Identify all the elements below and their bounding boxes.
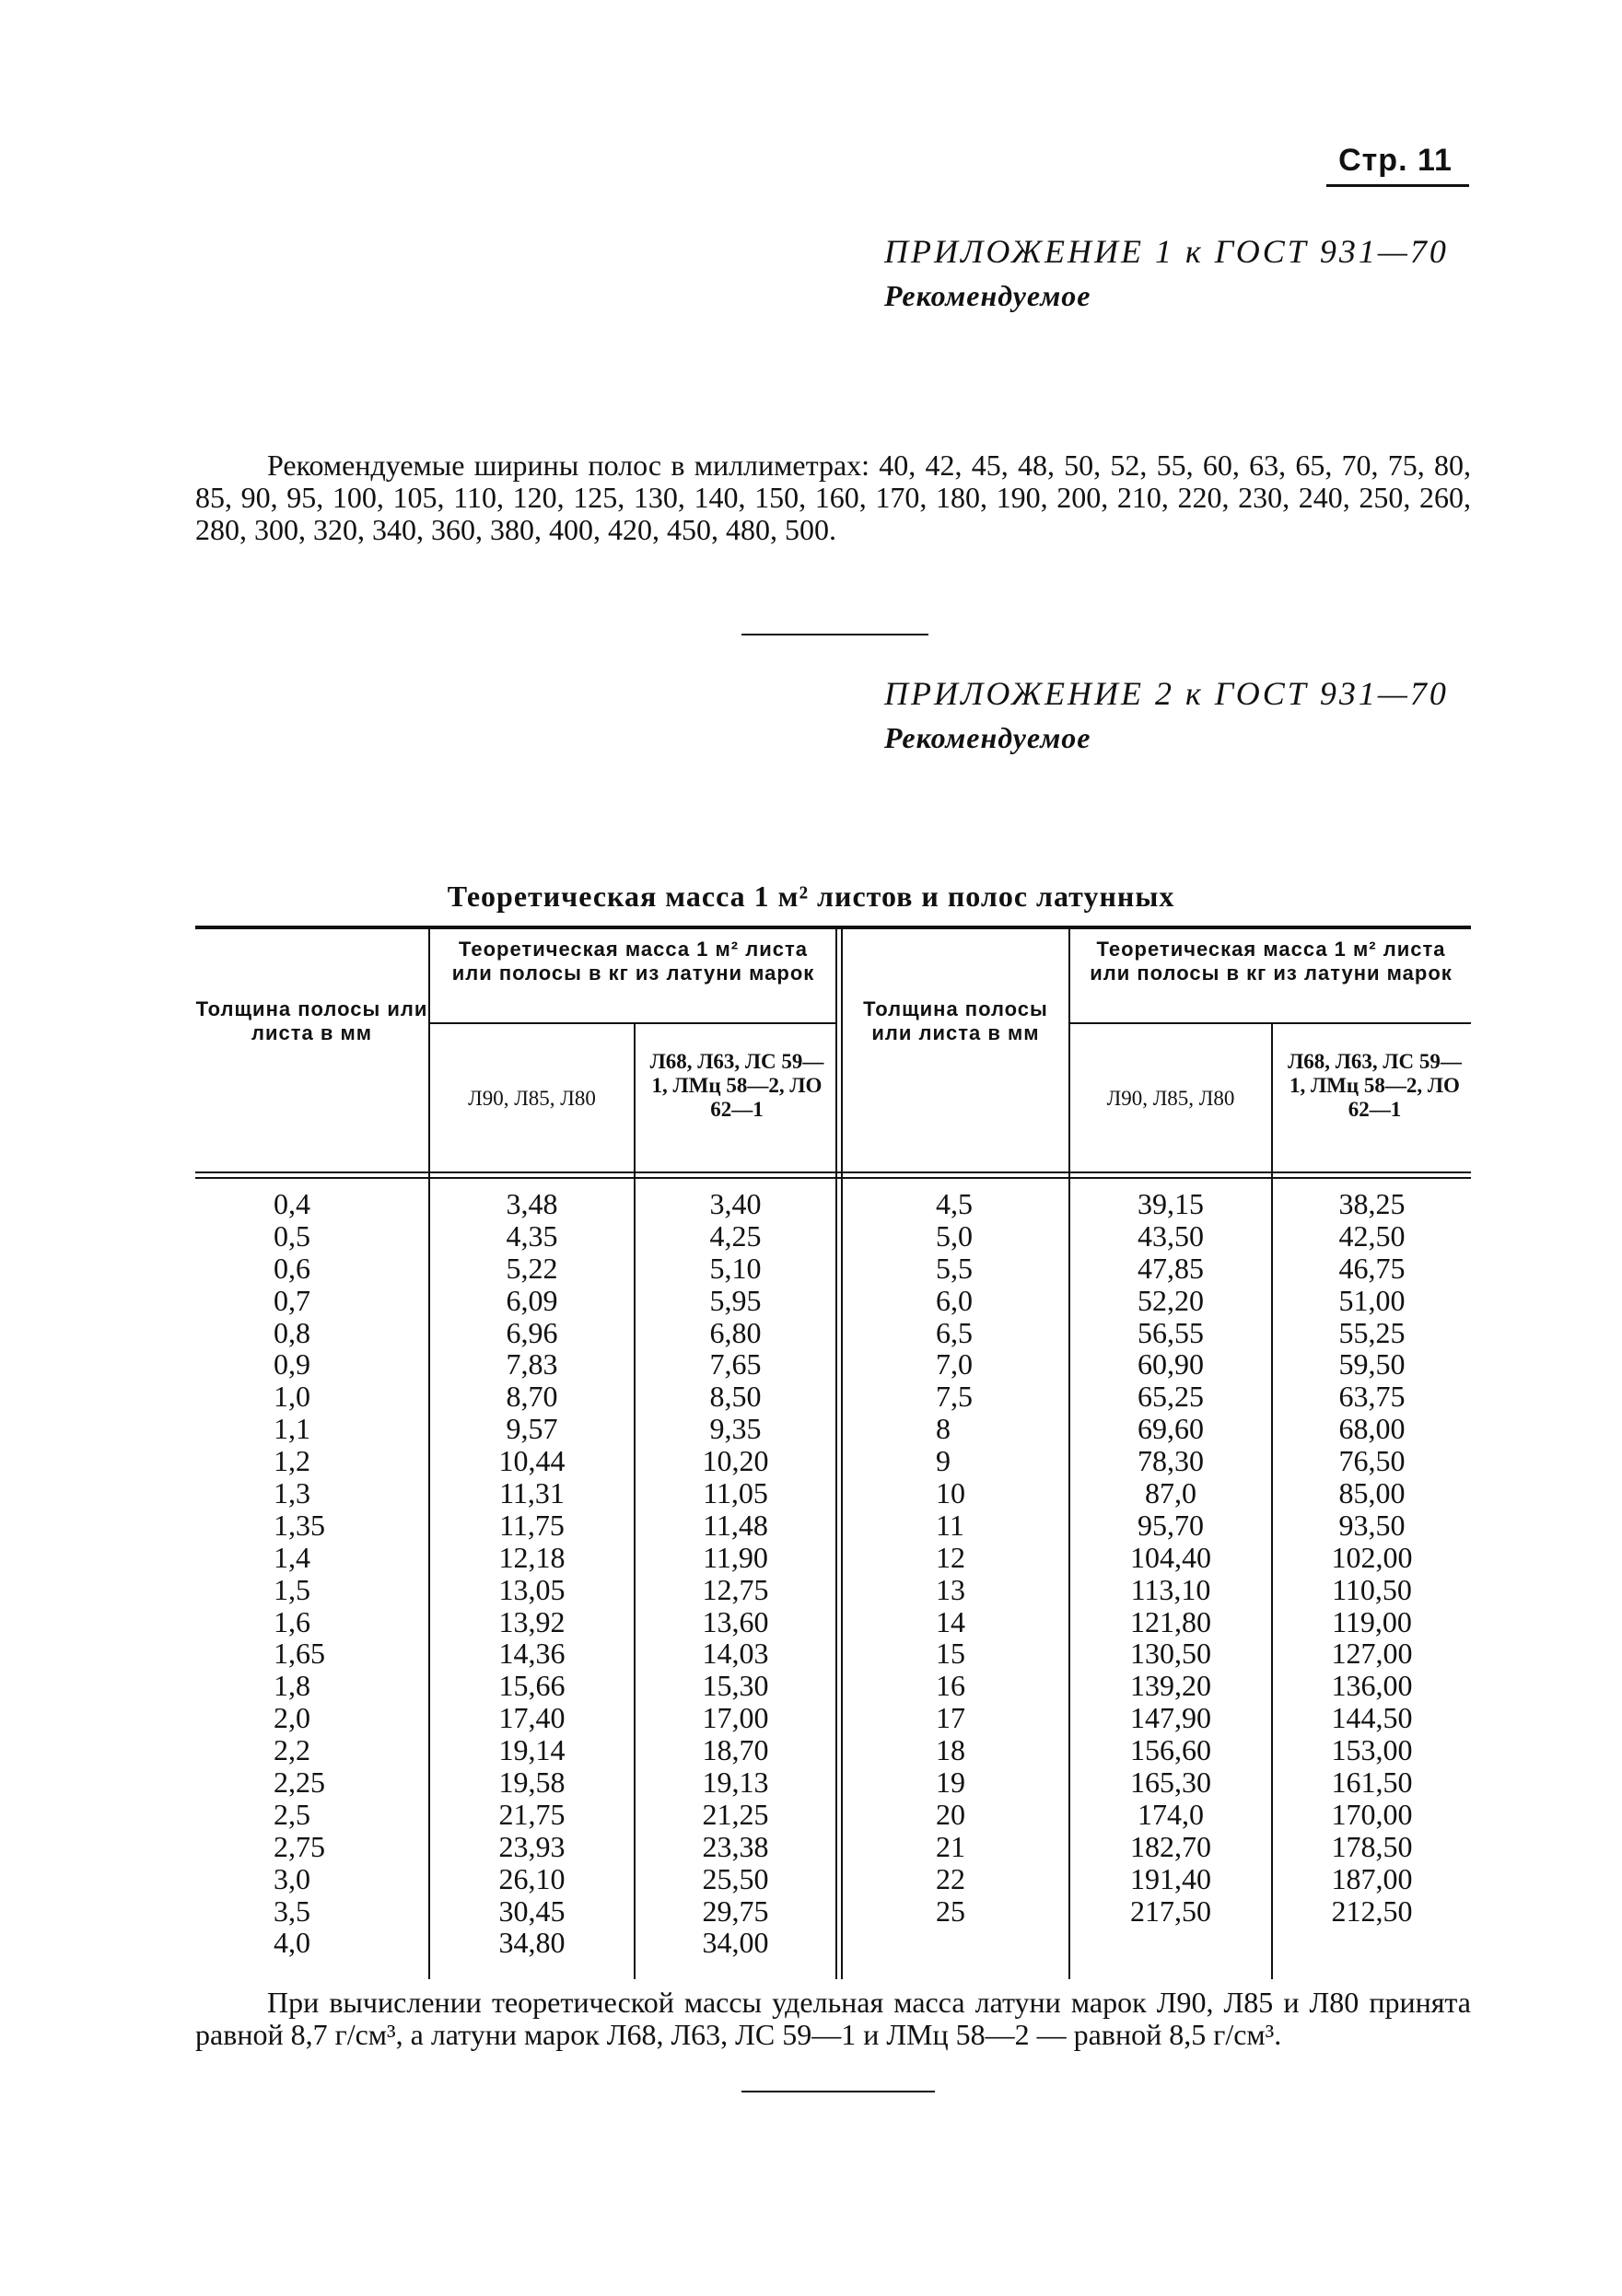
table-cell: 165,30 bbox=[1130, 1766, 1211, 1800]
table-cell: 174,0 bbox=[1138, 1797, 1204, 1831]
table-cell: 212,50 bbox=[1331, 1894, 1413, 1928]
table-cell: 76,50 bbox=[1338, 1444, 1406, 1478]
table-cell: 51,00 bbox=[1338, 1283, 1406, 1317]
right-thickness-column bbox=[936, 1188, 1065, 1927]
appendix-1-title: ПРИЛОЖЕНИЕ 1 к ГОСТ 931—70 bbox=[884, 233, 1449, 270]
table-cell: 0,6 bbox=[274, 1251, 310, 1285]
table-cell: 102,00 bbox=[1331, 1540, 1413, 1574]
table-cell: 0,8 bbox=[274, 1315, 310, 1349]
table-cell: 5,5 bbox=[936, 1251, 973, 1285]
table-cell: 6,96 bbox=[506, 1315, 558, 1349]
table-cell: 6,09 bbox=[506, 1283, 558, 1317]
header-mass-right: Теоретическая масса 1 м² листа или полосы в кг из латуни марок bbox=[1090, 938, 1453, 985]
table-cell: 65,25 bbox=[1138, 1380, 1204, 1414]
table-top-rule bbox=[195, 926, 1471, 929]
table-cell: 8,70 bbox=[506, 1380, 558, 1414]
table-cell: 17 bbox=[936, 1701, 965, 1735]
table-cell: 9,35 bbox=[709, 1412, 762, 1446]
appendix-2-status: Рекомендуемое bbox=[884, 721, 1091, 754]
table-cell: 4,35 bbox=[506, 1218, 558, 1253]
table-cell: 2,2 bbox=[274, 1733, 310, 1767]
table-cell: 20 bbox=[936, 1797, 965, 1831]
table-cell: 1,3 bbox=[274, 1476, 310, 1510]
table-cell: 11 bbox=[936, 1508, 964, 1542]
table-cell: 23,93 bbox=[498, 1829, 566, 1863]
table-cell: 3,48 bbox=[506, 1187, 558, 1220]
section-separator bbox=[741, 634, 928, 635]
table-cell: 130,50 bbox=[1130, 1637, 1211, 1671]
table-cell: 47,85 bbox=[1138, 1251, 1204, 1285]
table-cell: 11,75 bbox=[499, 1508, 565, 1542]
table-cell: 104,40 bbox=[1130, 1540, 1211, 1574]
table-cell: 78,30 bbox=[1138, 1444, 1204, 1478]
table-cell: 30,45 bbox=[498, 1894, 566, 1928]
table-cell: 9,57 bbox=[506, 1412, 558, 1446]
table-cell: 217,50 bbox=[1130, 1894, 1211, 1928]
table-cell: 19,58 bbox=[498, 1766, 566, 1800]
table-cell: 17,00 bbox=[702, 1701, 769, 1735]
table-cell: 191,40 bbox=[1130, 1861, 1211, 1895]
table-cell: 15 bbox=[936, 1637, 965, 1671]
table-cell: 5,0 bbox=[936, 1218, 973, 1253]
table-cell: 7,5 bbox=[936, 1380, 973, 1414]
table-cell: 6,0 bbox=[936, 1283, 973, 1317]
table-cell: 2,5 bbox=[274, 1797, 310, 1831]
table-cell: 2,0 bbox=[274, 1701, 310, 1735]
table-cell: 6,80 bbox=[709, 1315, 762, 1349]
table-cell: 144,50 bbox=[1331, 1701, 1413, 1735]
table-cell: 4,5 bbox=[936, 1187, 973, 1220]
table-cell: 3,40 bbox=[709, 1187, 762, 1220]
table-cell: 5,22 bbox=[506, 1251, 558, 1285]
right-grade-a-column bbox=[1070, 1188, 1271, 1927]
table-cell: 93,50 bbox=[1338, 1508, 1406, 1542]
header-thickness-left: Толщина полосы или листа в мм bbox=[195, 997, 428, 1044]
table-cell: 1,5 bbox=[274, 1572, 310, 1606]
table-cell: 4,0 bbox=[274, 1926, 310, 1960]
table-cell: 87,0 bbox=[1145, 1476, 1196, 1510]
table-cell: 178,50 bbox=[1331, 1829, 1413, 1863]
header-bottom-rule-2 bbox=[195, 1177, 1471, 1179]
header-bottom-rule-1 bbox=[195, 1171, 1471, 1173]
table-cell: 39,15 bbox=[1138, 1187, 1204, 1220]
table-cell: 34,00 bbox=[702, 1926, 769, 1960]
table-cell: 21,25 bbox=[702, 1797, 769, 1831]
table-cell: 1,35 bbox=[274, 1508, 325, 1542]
table-title: Теоретическая масса 1 м² листов и полос латунных bbox=[447, 880, 1175, 913]
table-cell: 110,50 bbox=[1332, 1572, 1412, 1606]
page-number: Стр. 11 bbox=[1338, 143, 1453, 178]
header-grade-b-right: Л68, Л63, ЛС 59—1, ЛМц 58—2, ЛО 62—1 bbox=[1288, 1050, 1462, 1121]
table-cell: 10,44 bbox=[498, 1444, 566, 1478]
table-cell: 2,75 bbox=[274, 1829, 325, 1863]
table-cell: 42,50 bbox=[1338, 1218, 1406, 1253]
table-cell: 69,60 bbox=[1138, 1412, 1204, 1446]
table-cell: 13 bbox=[936, 1572, 965, 1606]
table-cell: 34,80 bbox=[498, 1926, 566, 1960]
table-cell: 13,92 bbox=[498, 1604, 566, 1638]
table-cell: 11,90 bbox=[703, 1540, 768, 1574]
table-cell: 153,00 bbox=[1331, 1733, 1413, 1767]
table-cell: 0,4 bbox=[274, 1187, 310, 1220]
table-cell: 1,4 bbox=[274, 1540, 310, 1574]
table-cell: 18 bbox=[936, 1733, 965, 1767]
header-subrule-right bbox=[1068, 1022, 1471, 1024]
col-divider-3a bbox=[835, 929, 837, 1979]
table-cell: 22 bbox=[936, 1861, 965, 1895]
table-cell: 5,95 bbox=[709, 1283, 762, 1317]
table-cell: 52,20 bbox=[1138, 1283, 1204, 1317]
table-cell: 0,5 bbox=[274, 1218, 310, 1253]
table-cell: 156,60 bbox=[1130, 1733, 1211, 1767]
table-cell: 1,1 bbox=[274, 1412, 310, 1446]
table-cell: 23,38 bbox=[702, 1829, 769, 1863]
table-cell: 25,50 bbox=[702, 1861, 769, 1895]
table-cell: 38,25 bbox=[1338, 1187, 1406, 1220]
table-cell: 85,00 bbox=[1338, 1476, 1406, 1510]
table-cell: 136,00 bbox=[1331, 1669, 1413, 1703]
table-cell: 139,20 bbox=[1130, 1669, 1211, 1703]
table-cell: 95,70 bbox=[1138, 1508, 1204, 1542]
table-cell: 46,75 bbox=[1338, 1251, 1406, 1285]
left-grade-a-column bbox=[430, 1188, 634, 1959]
left-thickness-column bbox=[274, 1188, 421, 1959]
table-cell: 59,50 bbox=[1338, 1347, 1406, 1381]
table-cell: 0,7 bbox=[274, 1283, 310, 1317]
table-cell: 11,31 bbox=[499, 1476, 565, 1510]
table-cell: 14 bbox=[936, 1604, 965, 1638]
table-cell: 43,50 bbox=[1138, 1218, 1204, 1253]
page-number-rule bbox=[1326, 184, 1469, 187]
table-cell: 19 bbox=[936, 1766, 965, 1800]
left-grade-b-column bbox=[636, 1188, 835, 1959]
table-cell: 29,75 bbox=[702, 1894, 769, 1928]
right-grade-b-column bbox=[1273, 1188, 1471, 1927]
table-cell: 119,00 bbox=[1332, 1604, 1412, 1638]
table-cell: 14,03 bbox=[702, 1637, 769, 1671]
table-cell: 15,30 bbox=[702, 1669, 769, 1703]
table-cell: 7,65 bbox=[709, 1347, 762, 1381]
table-cell: 25 bbox=[936, 1894, 965, 1928]
recommended-widths-text: Рекомендуемые ширины полос в миллиметрах: 40, 42, 45, 48, 50, 52, 55, 60, 63, 65, 70, 75, 80, 85, 90, 95, 100, 105, 110, 120, 125, 130, 140, 150, 160, 170, 180, 190, 200, 210, 220, 230, 240, 250, 260, 280, 300, 320, 340, 360, 380, 400, 420, 450, 480, 500. bbox=[195, 449, 1471, 546]
table-cell: 56,55 bbox=[1138, 1315, 1204, 1349]
table-cell: 5,10 bbox=[709, 1251, 762, 1285]
density-note: При вычислении теоретической массы удельная масса латуни марок Л90, Л85 и Л80 принята равной 8,7 г/см³, а латуни марок Л68, Л63, ЛС 59—1 и ЛМц 58—2 — равной 8,5 г/см³. bbox=[195, 1986, 1471, 2051]
table-cell: 60,90 bbox=[1138, 1347, 1204, 1381]
table-cell: 3,5 bbox=[274, 1894, 310, 1928]
col-divider-3b bbox=[841, 929, 843, 1979]
table-cell: 13,05 bbox=[498, 1572, 566, 1606]
table-cell: 21 bbox=[936, 1829, 965, 1863]
header-thickness-right: Толщина полосы или листа в мм bbox=[863, 997, 1048, 1044]
table-cell: 13,60 bbox=[702, 1604, 769, 1638]
table-cell: 68,00 bbox=[1338, 1412, 1406, 1446]
table-cell: 12,18 bbox=[498, 1540, 566, 1574]
table-cell: 21,75 bbox=[498, 1797, 566, 1831]
table-cell: 1,8 bbox=[274, 1669, 310, 1703]
table-cell: 1,65 bbox=[274, 1637, 325, 1671]
header-subrule-left bbox=[428, 1022, 835, 1024]
table-cell: 11,48 bbox=[703, 1508, 768, 1542]
table-cell: 19,13 bbox=[702, 1766, 769, 1800]
table-cell: 6,5 bbox=[936, 1315, 973, 1349]
table-cell: 4,25 bbox=[709, 1218, 762, 1253]
table-cell: 14,36 bbox=[498, 1637, 566, 1671]
appendix-2-title: ПРИЛОЖЕНИЕ 2 к ГОСТ 931—70 bbox=[884, 675, 1449, 712]
table-cell: 10 bbox=[936, 1476, 965, 1510]
table-cell: 1,0 bbox=[274, 1380, 310, 1414]
end-separator bbox=[741, 2091, 935, 2092]
table-cell: 0,9 bbox=[274, 1347, 310, 1381]
header-grade-a-right: Л90, Л85, Л80 bbox=[1106, 1087, 1235, 1110]
table-cell: 9 bbox=[936, 1444, 951, 1478]
table-cell: 18,70 bbox=[702, 1733, 769, 1767]
table-cell: 12,75 bbox=[702, 1572, 769, 1606]
table-cell: 16 bbox=[936, 1669, 965, 1703]
table-cell: 170,00 bbox=[1331, 1797, 1413, 1831]
table-cell: 3,0 bbox=[274, 1861, 310, 1895]
table-cell: 7,83 bbox=[506, 1347, 558, 1381]
header-grade-a-left: Л90, Л85, Л80 bbox=[468, 1087, 596, 1110]
table-cell: 55,25 bbox=[1338, 1315, 1406, 1349]
table-cell: 113,10 bbox=[1130, 1572, 1211, 1606]
table-cell: 121,80 bbox=[1130, 1604, 1211, 1638]
table-cell: 7,0 bbox=[936, 1347, 973, 1381]
appendix-1-status: Рекомендуемое bbox=[884, 279, 1091, 312]
table-cell: 19,14 bbox=[498, 1733, 566, 1767]
table-cell: 8 bbox=[936, 1412, 951, 1446]
table-cell: 187,00 bbox=[1331, 1861, 1413, 1895]
table-cell: 2,25 bbox=[274, 1766, 325, 1800]
table-cell: 1,6 bbox=[274, 1604, 310, 1638]
table-cell: 15,66 bbox=[498, 1669, 566, 1703]
table-cell: 161,50 bbox=[1331, 1766, 1413, 1800]
table-cell: 63,75 bbox=[1338, 1380, 1406, 1414]
table-cell: 147,90 bbox=[1130, 1701, 1211, 1735]
table-cell: 1,2 bbox=[274, 1444, 310, 1478]
table-cell: 182,70 bbox=[1130, 1829, 1211, 1863]
table-cell: 10,20 bbox=[702, 1444, 769, 1478]
table-cell: 127,00 bbox=[1331, 1637, 1413, 1671]
table-cell: 17,40 bbox=[498, 1701, 566, 1735]
table-cell: 26,10 bbox=[498, 1861, 566, 1895]
table-cell: 8,50 bbox=[709, 1380, 762, 1414]
header-mass-left: Теоретическая масса 1 м² листа или полосы в кг из латуни марок bbox=[451, 938, 815, 985]
header-grade-b-left: Л68, Л63, ЛС 59—1, ЛМц 58—2, ЛО 62—1 bbox=[649, 1050, 824, 1121]
table-cell: 11,05 bbox=[703, 1476, 768, 1510]
table-cell: 12 bbox=[936, 1540, 965, 1574]
